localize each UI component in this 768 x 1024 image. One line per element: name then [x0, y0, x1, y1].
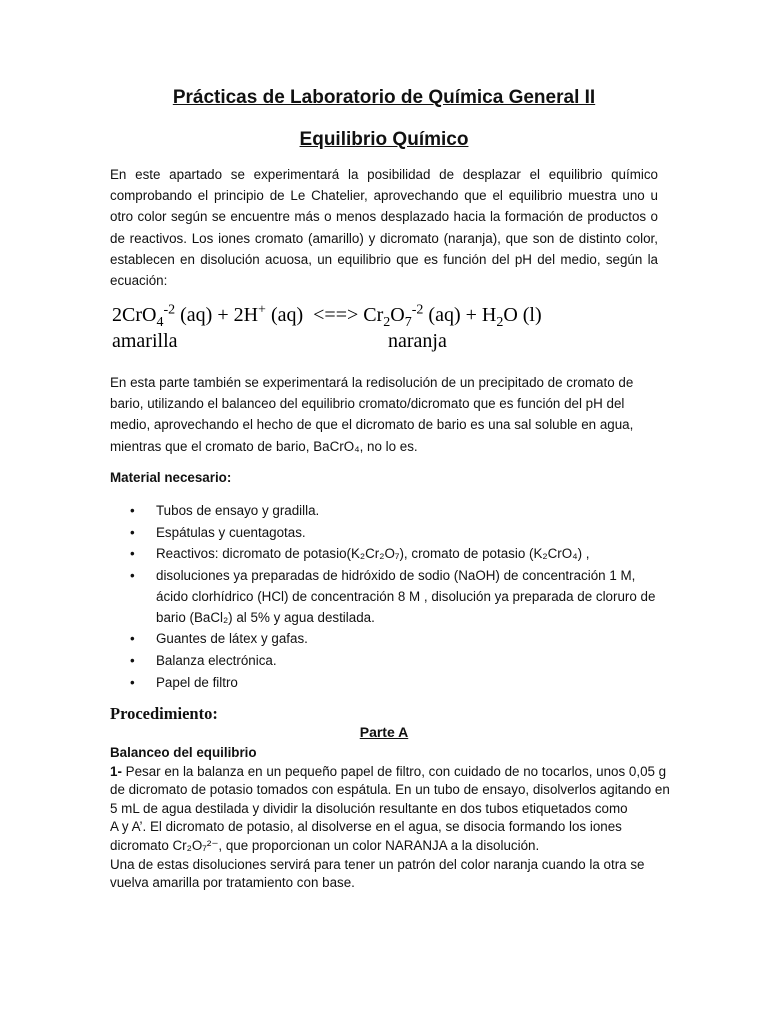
list-item: • Guantes de látex y gafas.	[110, 628, 670, 649]
equation-label-orange: naranja	[388, 330, 447, 352]
materials-heading: Material necesario:	[110, 470, 232, 485]
bullet-icon: •	[130, 674, 135, 690]
bullet-icon: •	[130, 567, 135, 583]
list-item: • Tubos de ensayo y gradilla.	[110, 500, 670, 521]
step-1-text: Pesar en la balanza en un pequeño papel de filtro, con cuidado de no tocarlos, unos 0,05 g de dicromato de potasio tomados con espátula. En un tubo de ensayo, disolverlos agitando en 5 mL de agua destilada y dividir la disolución resultante en dos tubos etiquetados como	[110, 763, 670, 816]
list-item: • Espátulas y cuentagotas.	[110, 522, 670, 543]
step-1	[110, 763, 670, 819]
list-item: • Balanza electrónica.	[110, 650, 670, 671]
equation-formula: 2CrO$_4^{-2}$ (aq) + 2H+ (aq) <==> $Cr_2O_7^{-2}$ $(aq) + H_2O$ (l)	[112, 302, 542, 330]
redissolution-paragraph: En esta parte también se experimentará la redisolución de un precipitado de cromato de bario, utilizando el balanceo del equilibrio cromato/dicromato que es función del pH del medio, aprovechando el hecho de que el dicromato de bario es una sal soluble en agua, mientras que el cromato de bario, BaCrO₄, no lo es.	[110, 375, 634, 454]
step-1-number: 1-	[110, 763, 122, 779]
procedure-body	[110, 744, 670, 893]
bullet-icon: •	[130, 652, 135, 668]
part-a-heading: Parte A	[359, 724, 409, 740]
step-1-note: Una de estas disoluciones servirá para tener un patrón del color naranja cuando la otra se vuelva amarilla por tratamiento con base.	[110, 856, 645, 891]
document-title: Prácticas de Laboratorio de Química General II	[172, 87, 596, 108]
materials-list	[110, 500, 670, 693]
equation-label-yellow: amarilla	[112, 330, 178, 352]
list-item: • disoluciones ya preparadas de hidróxido de sodio (NaOH) de concentración 1 M, ácido clorhídrico (HCl) de concentración 8 M , disolución ya preparada de cloruro de bario (BaCl₂) al 5% y agua destilada.	[110, 565, 670, 628]
balance-heading: Balanceo del equilibrio	[110, 745, 257, 760]
list-item: • Papel de filtro	[110, 672, 670, 693]
bullet-icon: •	[130, 546, 135, 562]
intro-paragraph: En este apartado se experimentará la posibilidad de desplazar el equilibrio químico comprobando el principio de Le Chatelier, aprovechando que el equilibrio muestra uno u otro color según se encuentre más o menos desplazado hacia la formación de productos o de reactivos. Los iones cromato (amarillo) y dicromato (naranja), que son de distinto color, establecen en disolución acuosa, un equilibrio que es función del pH del medio, según la ecuación:	[110, 167, 658, 289]
procedure-heading: Procedimiento:	[110, 704, 218, 723]
bullet-icon: •	[130, 524, 135, 540]
section-title: Equilibrio Químico	[299, 129, 469, 150]
bullet-icon: •	[130, 503, 135, 518]
bullet-icon: •	[130, 631, 135, 647]
list-item: • Reactivos: dicromato de potasio(K₂Cr₂O₇), cromato de potasio (K₂CrO₄) ,	[110, 543, 670, 564]
chemical-equation	[112, 302, 632, 354]
step-1-detail: A y A’. El dicromato de potasio, al disolverse en el agua, se disocia formando los iones dicromato Cr₂O₇²⁻, que proporcionan un color NARANJA a la disolución.	[110, 819, 622, 853]
